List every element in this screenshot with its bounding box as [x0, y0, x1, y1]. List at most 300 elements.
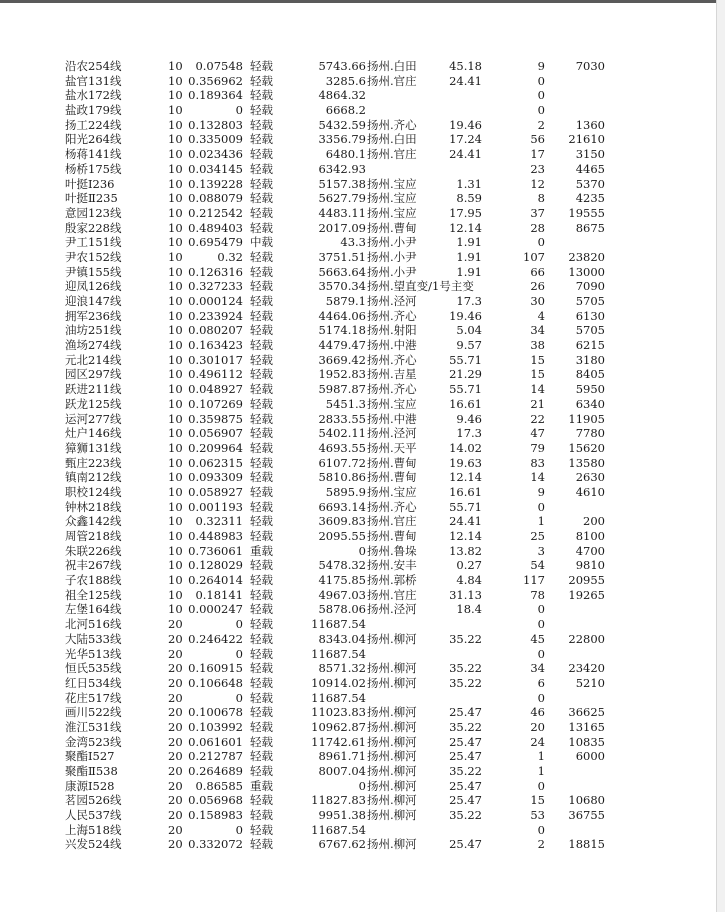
line-name-cell: 画川522线 [65, 705, 122, 720]
line-name-cell: 油坊251线 [65, 323, 122, 338]
load-ratio-cell: 0.327233 [188, 279, 243, 294]
table-row [0, 88, 716, 103]
load-ratio-cell: 0.088079 [188, 191, 243, 206]
line-name-cell: 跃龙125线 [65, 396, 122, 411]
voltage-cell: 20 [168, 734, 183, 749]
capacity-cell: 2833.55 [318, 411, 366, 426]
count-cell: 37 [530, 205, 545, 220]
table-row [0, 602, 716, 617]
kva-cell: 5370 [575, 176, 605, 191]
load-ratio-cell: 0.448983 [188, 529, 243, 543]
line-name-cell: 淮江531线 [65, 719, 122, 734]
voltage-cell: 10 [168, 323, 183, 338]
capacity-cell: 6767.62 [318, 837, 366, 852]
kva-cell: 36755 [568, 808, 605, 823]
percent-cell: 55.71 [449, 352, 482, 367]
line-name-cell: 尹镇155线 [65, 264, 122, 279]
capacity-cell: 3609.83 [318, 514, 366, 529]
substation-cell: 扬州.柳河 [367, 837, 417, 852]
count-cell: 2 [537, 837, 545, 852]
voltage-cell: 10 [168, 543, 183, 558]
voltage-cell: 20 [168, 617, 183, 632]
line-name-cell: 左堡164线 [65, 602, 122, 617]
load-status-cell: 轻载 [250, 602, 273, 617]
percent-cell: 35.22 [449, 719, 482, 734]
voltage-cell: 10 [168, 59, 183, 73]
table-row [0, 397, 716, 412]
voltage-cell: 20 [168, 749, 183, 764]
substation-cell: 扬州.官庄 [367, 73, 417, 88]
table-row [0, 705, 716, 720]
voltage-cell: 20 [168, 646, 183, 661]
load-status-cell: 重载 [250, 778, 273, 793]
load-status-cell: 轻载 [250, 117, 273, 132]
voltage-cell: 10 [168, 279, 183, 294]
table-row [0, 162, 716, 177]
kva-cell: 6215 [575, 338, 605, 353]
table-row [0, 661, 716, 676]
table-row [0, 191, 716, 206]
table-row [0, 558, 716, 573]
load-ratio-cell: 0.107269 [188, 396, 243, 411]
count-cell: 25 [530, 529, 545, 543]
count-cell: 17 [530, 147, 545, 162]
line-name-cell: 红日534线 [65, 675, 122, 690]
voltage-cell: 10 [168, 367, 183, 382]
kva-cell: 2630 [575, 470, 605, 485]
load-status-cell: 轻载 [250, 382, 273, 397]
table-row [0, 573, 716, 588]
load-ratio-cell: 0.86585 [195, 778, 243, 793]
voltage-cell: 10 [168, 249, 183, 264]
load-status-cell: 轻载 [250, 264, 273, 279]
table-row [0, 294, 716, 309]
load-status-cell: 轻载 [250, 352, 273, 367]
substation-cell: 扬州.柳河 [367, 719, 417, 734]
load-ratio-cell: 0.000247 [188, 602, 243, 617]
load-ratio-cell: 0.058927 [188, 484, 243, 499]
load-status-cell: 轻载 [250, 749, 273, 764]
table-row [0, 676, 716, 691]
percent-cell: 25.47 [449, 837, 482, 852]
substation-cell: 扬州.官庄 [367, 587, 417, 602]
line-name-cell: 獐狮131线 [65, 440, 122, 455]
load-status-cell: 轻载 [250, 661, 273, 676]
line-name-cell: 渔场274线 [65, 338, 122, 353]
table-row [0, 735, 716, 750]
voltage-cell: 20 [168, 837, 183, 852]
percent-cell: 9.46 [456, 411, 482, 426]
percent-cell: 24.41 [449, 147, 482, 162]
load-status-cell: 轻载 [250, 690, 273, 705]
kva-cell: 200 [583, 514, 605, 529]
table-row [0, 500, 716, 515]
substation-cell: 扬州.柳河 [367, 808, 417, 823]
kva-cell: 19265 [568, 587, 605, 602]
capacity-cell: 5663.64 [318, 264, 366, 279]
percent-cell: 12.14 [449, 470, 482, 485]
voltage-cell: 10 [168, 132, 183, 147]
capacity-cell: 11687.54 [311, 617, 366, 632]
voltage-cell: 10 [168, 426, 183, 441]
table-row [0, 132, 716, 147]
substation-cell: 扬州.柳河 [367, 734, 417, 749]
load-status-cell: 轻载 [250, 426, 273, 441]
page-right-edge [716, 0, 725, 912]
count-cell: 0 [537, 822, 545, 837]
line-name-cell: 扬工224线 [65, 117, 122, 132]
percent-cell: 19.46 [449, 117, 482, 132]
kva-cell: 8405 [575, 367, 605, 382]
voltage-cell: 10 [168, 235, 183, 250]
load-status-cell: 轻载 [250, 59, 273, 73]
line-name-cell: 光华513线 [65, 646, 122, 661]
table-row [0, 617, 716, 632]
count-cell: 0 [537, 235, 545, 250]
capacity-cell: 5879.1 [325, 294, 366, 308]
capacity-cell: 11827.83 [311, 793, 366, 808]
substation-cell: 扬州.鲁垛 [367, 543, 417, 558]
percent-cell: 25.47 [449, 778, 482, 793]
voltage-cell: 10 [168, 352, 183, 367]
kva-cell: 7780 [575, 426, 605, 441]
kva-cell: 1360 [575, 117, 605, 132]
line-name-cell: 意园123线 [65, 205, 122, 220]
voltage-cell: 10 [168, 147, 183, 162]
count-cell: 15 [530, 352, 545, 367]
voltage-cell: 20 [168, 690, 183, 705]
line-name-cell: 北河516线 [65, 617, 122, 632]
capacity-cell: 0 [358, 778, 366, 793]
line-name-cell: 园区297线 [65, 367, 122, 382]
count-cell: 9 [537, 484, 545, 499]
line-name-cell: 众鑫142线 [65, 514, 122, 529]
percent-cell: 25.47 [449, 793, 482, 808]
percent-cell: 17.3 [456, 426, 482, 441]
load-status-cell: 重载 [250, 543, 273, 558]
page-top-edge [0, 0, 725, 3]
percent-cell: 12.14 [449, 220, 482, 235]
load-status-cell: 轻载 [250, 617, 273, 632]
load-ratio-cell: 0.126316 [188, 264, 243, 279]
load-ratio-cell: 0 [235, 690, 243, 705]
table-row [0, 426, 716, 441]
count-cell: 15 [530, 793, 545, 808]
capacity-cell: 10914.02 [311, 675, 366, 690]
voltage-cell: 10 [168, 73, 183, 88]
table-row [0, 309, 716, 324]
load-ratio-cell: 0.264014 [188, 573, 243, 588]
substation-cell: 扬州.中港 [367, 338, 417, 353]
kva-cell: 4700 [575, 543, 605, 558]
percent-cell: 16.61 [449, 484, 482, 499]
line-name-cell: 祝丰267线 [65, 558, 122, 573]
capacity-cell: 2017.09 [318, 220, 366, 235]
count-cell: 14 [530, 470, 545, 485]
kva-cell: 5950 [575, 382, 605, 397]
table-row [0, 808, 716, 823]
count-cell: 8 [537, 191, 545, 206]
kva-cell: 13000 [568, 264, 605, 279]
percent-cell: 24.41 [449, 514, 482, 529]
substation-cell: 扬州.泾河 [367, 602, 417, 617]
voltage-cell: 10 [168, 514, 183, 529]
load-ratio-cell: 0.489403 [188, 220, 243, 235]
load-ratio-cell: 0.093309 [188, 470, 243, 485]
load-ratio-cell: 0.034145 [188, 161, 243, 176]
capacity-cell: 11023.83 [311, 705, 366, 720]
substation-cell: 扬州.柳河 [367, 705, 417, 720]
line-name-cell: 聚酯Ⅱ538 [65, 764, 118, 778]
load-ratio-cell: 0.335009 [188, 132, 243, 147]
voltage-cell: 20 [168, 778, 183, 793]
kva-cell: 4235 [575, 191, 605, 206]
load-status-cell: 轻载 [250, 88, 273, 103]
percent-cell: 17.3 [456, 294, 482, 308]
substation-cell: 扬州.柳河 [367, 675, 417, 690]
capacity-cell: 11687.54 [311, 646, 366, 661]
line-name-cell: 沿农254线 [65, 59, 122, 73]
count-cell: 14 [530, 382, 545, 397]
load-status-cell: 轻载 [250, 132, 273, 147]
load-status-cell: 轻载 [250, 440, 273, 455]
load-status-cell: 轻载 [250, 367, 273, 382]
load-status-cell: 轻载 [250, 191, 273, 206]
table-row [0, 235, 716, 250]
capacity-cell: 4693.55 [318, 440, 366, 455]
percent-cell: 25.47 [449, 734, 482, 749]
kva-cell: 23420 [568, 661, 605, 676]
capacity-cell: 6480.1 [325, 147, 366, 162]
percent-cell: 18.4 [456, 602, 482, 617]
percent-cell: 14.02 [449, 440, 482, 455]
voltage-cell: 10 [168, 205, 183, 220]
capacity-cell: 3570.34 [318, 279, 366, 294]
load-status-cell: 轻载 [250, 558, 273, 573]
kva-cell: 4610 [575, 484, 605, 499]
line-name-cell: 子农188线 [65, 573, 122, 588]
count-cell: 53 [530, 808, 545, 823]
percent-cell: 35.22 [449, 631, 482, 646]
line-name-cell: 朱联226线 [65, 543, 122, 558]
table-row [0, 323, 716, 338]
kva-cell: 15620 [568, 440, 605, 455]
line-name-cell: 大陆533线 [65, 631, 122, 646]
substation-cell: 扬州.白田 [367, 59, 417, 73]
capacity-cell: 5402.11 [318, 426, 366, 441]
load-status-cell: 轻载 [250, 176, 273, 191]
kva-cell: 4465 [575, 161, 605, 176]
voltage-cell: 10 [168, 455, 183, 470]
line-name-cell: 尹工151线 [65, 235, 122, 250]
percent-cell: 21.29 [449, 367, 482, 382]
voltage-cell: 10 [168, 396, 183, 411]
load-status-cell: 轻载 [250, 573, 273, 588]
load-status-cell: 轻载 [250, 646, 273, 661]
percent-cell: 1.91 [456, 264, 482, 279]
count-cell: 12 [530, 176, 545, 191]
load-ratio-cell: 0.160915 [188, 661, 243, 676]
count-cell: 26 [530, 279, 545, 294]
load-status-cell: 轻载 [250, 73, 273, 88]
voltage-cell: 10 [168, 411, 183, 426]
capacity-cell: 43.3 [340, 235, 366, 250]
line-name-cell: 杨桥175线 [65, 161, 122, 176]
load-ratio-cell: 0.32 [217, 249, 243, 264]
line-name-cell: 茗园526线 [65, 793, 122, 808]
load-ratio-cell: 0.32311 [195, 514, 243, 529]
count-cell: 3 [537, 543, 545, 558]
load-ratio-cell: 0.246422 [188, 631, 243, 646]
table-row [0, 59, 716, 74]
count-cell: 1 [537, 749, 545, 764]
table-row [0, 456, 716, 471]
voltage-cell: 20 [168, 822, 183, 837]
substation-cell: 扬州.天平 [367, 440, 417, 455]
percent-cell: 1.31 [456, 176, 482, 191]
table-row [0, 647, 716, 662]
load-ratio-cell: 0.233924 [188, 308, 243, 323]
capacity-cell: 5478.32 [318, 558, 366, 573]
percent-cell: 55.71 [449, 382, 482, 397]
table-row [0, 338, 716, 353]
capacity-cell: 1952.83 [318, 367, 366, 382]
load-status-cell: 中载 [250, 235, 273, 250]
percent-cell: 16.61 [449, 396, 482, 411]
load-ratio-cell: 0.139228 [188, 176, 243, 191]
count-cell: 0 [537, 617, 545, 632]
voltage-cell: 20 [168, 675, 183, 690]
capacity-cell: 5895.9 [325, 484, 366, 499]
voltage-cell: 10 [168, 103, 183, 118]
count-cell: 0 [537, 602, 545, 617]
table-row [0, 412, 716, 427]
count-cell: 38 [530, 338, 545, 353]
capacity-cell: 11687.54 [311, 690, 366, 705]
substation-cell: 扬州.柳河 [367, 793, 417, 808]
substation-cell: 扬州.柳河 [367, 778, 417, 793]
load-status-cell: 轻载 [250, 338, 273, 353]
voltage-cell: 10 [168, 558, 183, 573]
count-cell: 0 [537, 778, 545, 793]
voltage-cell: 10 [168, 499, 183, 514]
voltage-cell: 20 [168, 808, 183, 823]
line-name-cell: 兴发524线 [65, 837, 122, 852]
substation-cell: 扬州.泾河 [367, 426, 417, 441]
load-status-cell: 轻载 [250, 470, 273, 485]
count-cell: 1 [537, 514, 545, 529]
capacity-cell: 5878.06 [318, 602, 366, 617]
load-status-cell: 轻载 [250, 808, 273, 823]
load-status-cell: 轻载 [250, 675, 273, 690]
load-status-cell: 轻载 [250, 734, 273, 749]
capacity-cell: 4464.06 [318, 308, 366, 323]
capacity-cell: 8571.32 [318, 661, 366, 676]
substation-cell: 扬州.柳河 [367, 764, 417, 778]
line-name-cell: 盐政179线 [65, 103, 122, 118]
count-cell: 1 [537, 764, 545, 778]
line-name-cell: 甄庄223线 [65, 455, 122, 470]
voltage-cell: 10 [168, 308, 183, 323]
load-status-cell: 轻载 [250, 308, 273, 323]
load-status-cell: 轻载 [250, 587, 273, 602]
load-ratio-cell: 0.062315 [188, 455, 243, 470]
table-row [0, 147, 716, 162]
kva-cell: 7030 [575, 59, 605, 73]
capacity-cell: 8961.71 [318, 749, 366, 764]
line-name-cell: 聚酯Ⅰ527 [65, 749, 115, 764]
kva-cell: 19555 [568, 205, 605, 220]
table-row [0, 118, 716, 133]
count-cell: 83 [530, 455, 545, 470]
capacity-cell: 3285.6 [325, 73, 366, 88]
table-row [0, 367, 716, 382]
substation-cell: 扬州.宝应 [367, 205, 417, 220]
count-cell: 30 [530, 294, 545, 308]
load-ratio-cell: 0 [235, 103, 243, 118]
count-cell: 0 [537, 690, 545, 705]
line-name-cell: 运河277线 [65, 411, 122, 426]
substation-cell: 扬州.小尹 [367, 264, 417, 279]
load-status-cell: 轻载 [250, 279, 273, 294]
count-cell: 20 [530, 719, 545, 734]
percent-cell: 19.46 [449, 308, 482, 323]
substation-cell: 扬州.吉星 [367, 367, 417, 382]
line-name-cell: 拥军236线 [65, 308, 122, 323]
voltage-cell: 10 [168, 88, 183, 103]
voltage-cell: 10 [168, 440, 183, 455]
substation-cell: 扬州.曹甸 [367, 470, 417, 485]
table-row [0, 793, 716, 808]
capacity-cell: 0 [358, 543, 366, 558]
load-ratio-cell: 0.264689 [188, 764, 243, 778]
capacity-cell: 4479.47 [318, 338, 366, 353]
line-name-cell: 金湾523线 [65, 734, 122, 749]
table-row [0, 720, 716, 735]
table-row [0, 206, 716, 221]
table-row [0, 221, 716, 236]
percent-cell: 45.18 [449, 59, 482, 73]
voltage-cell: 10 [168, 161, 183, 176]
load-status-cell: 轻载 [250, 793, 273, 808]
capacity-cell: 3751.51 [318, 249, 366, 264]
count-cell: 2 [537, 117, 545, 132]
kva-cell: 5210 [575, 675, 605, 690]
percent-cell: 0.27 [456, 558, 482, 573]
voltage-cell: 20 [168, 719, 183, 734]
substation-cell: 扬州.安丰 [367, 558, 417, 573]
capacity-cell: 9951.38 [318, 808, 366, 823]
kva-cell: 6130 [575, 308, 605, 323]
table-row [0, 749, 716, 764]
line-name-cell: 上海518线 [65, 822, 122, 837]
load-status-cell: 轻载 [250, 499, 273, 514]
voltage-cell: 10 [168, 529, 183, 543]
capacity-cell: 6693.14 [318, 499, 366, 514]
percent-cell: 35.22 [449, 661, 482, 676]
substation-cell: 扬州.泾河 [367, 294, 417, 308]
table-row [0, 177, 716, 192]
table-row [0, 353, 716, 368]
voltage-cell: 10 [168, 470, 183, 485]
percent-cell: 9.57 [456, 338, 482, 353]
voltage-cell: 10 [168, 338, 183, 353]
voltage-cell: 10 [168, 220, 183, 235]
substation-cell: 扬州.小尹 [367, 249, 417, 264]
substation-cell: 扬州.曹甸 [367, 455, 417, 470]
percent-cell: 24.41 [449, 73, 482, 88]
capacity-cell: 11687.54 [311, 822, 366, 837]
